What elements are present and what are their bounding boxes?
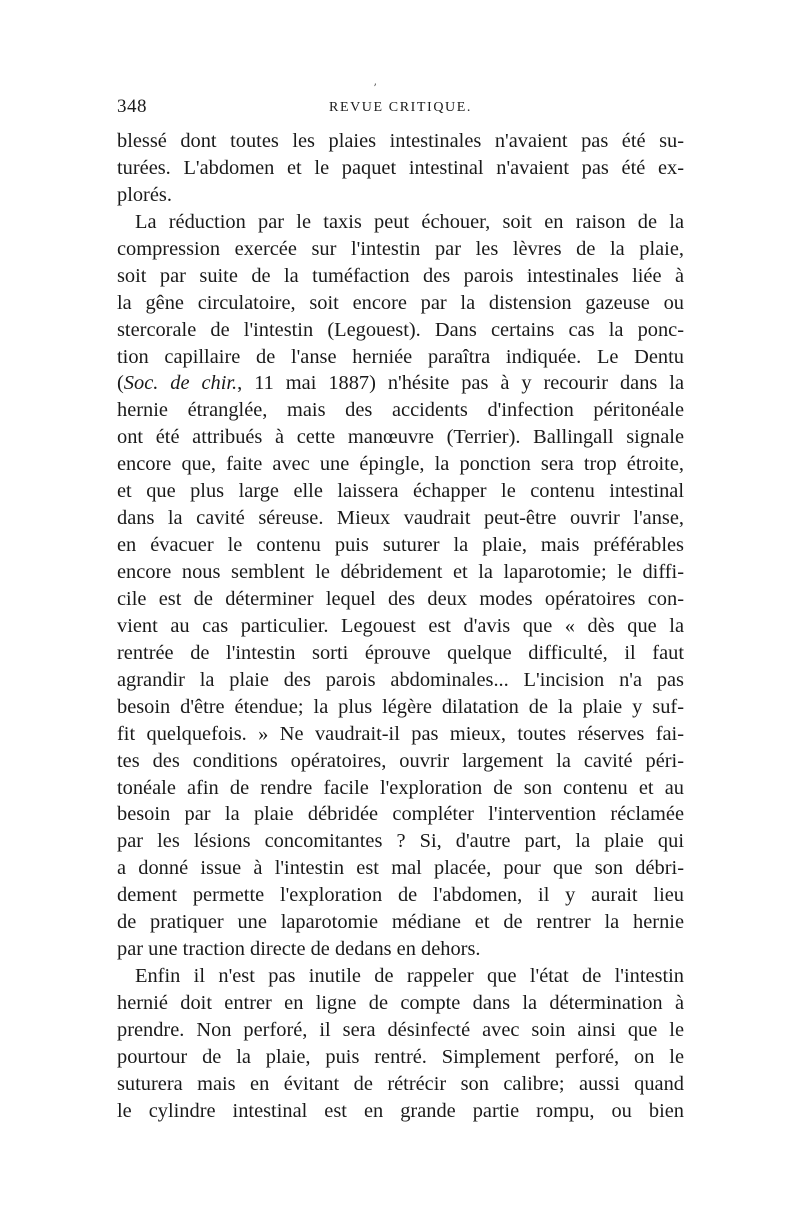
text-line: turées. L'abdomen et le paquet intestinal n'avaient pas été ex- bbox=[117, 156, 684, 179]
body-text bbox=[117, 128, 684, 1125]
text-line: rentrée de l'intestin sorti éprouve quelque difficulté, il faut bbox=[117, 641, 684, 664]
text-line: besoin par la plaie débridée compléter l'intervention réclamée bbox=[117, 803, 684, 826]
text-line: le cylindre intestinal est en grande partie rompu, ou bien bbox=[117, 1099, 684, 1122]
text-line: encore que, faite avec une épingle, la ponction sera trop étroite, bbox=[117, 453, 684, 476]
text-line: en évacuer le contenu puis suturer la plaie, mais préférables bbox=[117, 534, 684, 557]
page-number: 348 bbox=[117, 96, 147, 117]
text-line: compression exercée sur l'intestin par les lèvres de la plaie, bbox=[117, 237, 684, 260]
text-line: soit par suite de la tuméfaction des parois intestinales liée à bbox=[117, 264, 684, 287]
text-line: La réduction par le taxis peut échouer, soit en raison de la bbox=[135, 210, 684, 233]
text-line: prendre. Non perforé, il sera désinfecté avec soin ainsi que le bbox=[117, 1018, 684, 1041]
text-line: hernié doit entrer en ligne de compte dans la détermination à bbox=[117, 992, 684, 1014]
text-line: de pratiquer une laparotomie médiane et de rentrer la hernie bbox=[117, 911, 684, 934]
running-title: REVUE CRITIQUE. bbox=[329, 100, 472, 115]
page-header bbox=[117, 82, 687, 120]
text-line: ont été attribués à cette manœuvre (Terrier). Ballingall signale bbox=[117, 426, 684, 449]
text-line: encore nous semblent le débridement et la laparotomie; le diffi- bbox=[117, 561, 684, 583]
text-line: par les lésions concomitantes ? Si, d'autre part, la plaie qui bbox=[117, 830, 684, 853]
text-line: dans la cavité séreuse. Mieux vaudrait peut-être ouvrir l'anse, bbox=[117, 507, 684, 530]
text-line: fit quelquefois. » Ne vaudrait-il pas mieux, toutes réserves fai- bbox=[117, 722, 684, 745]
text-line: agrandir la plaie des parois abdominales... L'incision n'a pas bbox=[117, 668, 684, 691]
text-line: la gêne circulatoire, soit encore par la distension gazeuse ou bbox=[117, 291, 684, 314]
text-line: vient au cas particulier. Legouest est d'avis que « dès que la bbox=[117, 614, 684, 637]
journal-citation: Soc. de chir. bbox=[123, 372, 238, 395]
text-line: blessé dont toutes les plaies intestinales n'avaient pas été su- bbox=[117, 130, 684, 152]
text-line: besoin d'être étendue; la plus légère dilatation de la plaie y suf- bbox=[117, 695, 684, 718]
text-line: stercorale de l'intestin (Legouest). Dans certains cas la ponc- bbox=[117, 318, 684, 341]
text-line: Enfin il n'est pas inutile de rappeler que l'état de l'intestin bbox=[135, 965, 684, 988]
text-line: et que plus large elle laissera échapper le contenu intestinal bbox=[117, 480, 684, 503]
text-line: tonéale afin de rendre facile l'exploration de son contenu et au bbox=[117, 776, 684, 799]
text-line: tion capillaire de l'anse herniée paraîtra indiquée. Le Dentu bbox=[117, 345, 684, 368]
text-line: tes des conditions opératoires, ouvrir largement la cavité péri- bbox=[117, 749, 684, 772]
print-mark: ʼ bbox=[373, 82, 377, 95]
text-line: pourtour de la plaie, puis rentré. Simplement perforé, on le bbox=[117, 1045, 684, 1068]
text-line: dement permette l'exploration de l'abdomen, il y aurait lieu bbox=[117, 884, 684, 907]
text-line: par une traction directe de dedans en dehors. bbox=[117, 938, 481, 961]
text-line: plorés. bbox=[117, 183, 172, 206]
text-line: cile est de déterminer lequel des deux modes opératoires con- bbox=[117, 587, 684, 610]
text-line: (Soc. de chir., 11 mai 1887) n'hésite pas à y recourir dans la bbox=[117, 372, 684, 395]
text-line: a donné issue à l'intestin est mal placée, pour que son débri- bbox=[117, 857, 684, 880]
text-line: hernie étranglée, mais des accidents d'infection péritonéale bbox=[117, 399, 684, 422]
text-line: suturera mais en évitant de rétrécir son calibre; aussi quand bbox=[117, 1072, 684, 1095]
